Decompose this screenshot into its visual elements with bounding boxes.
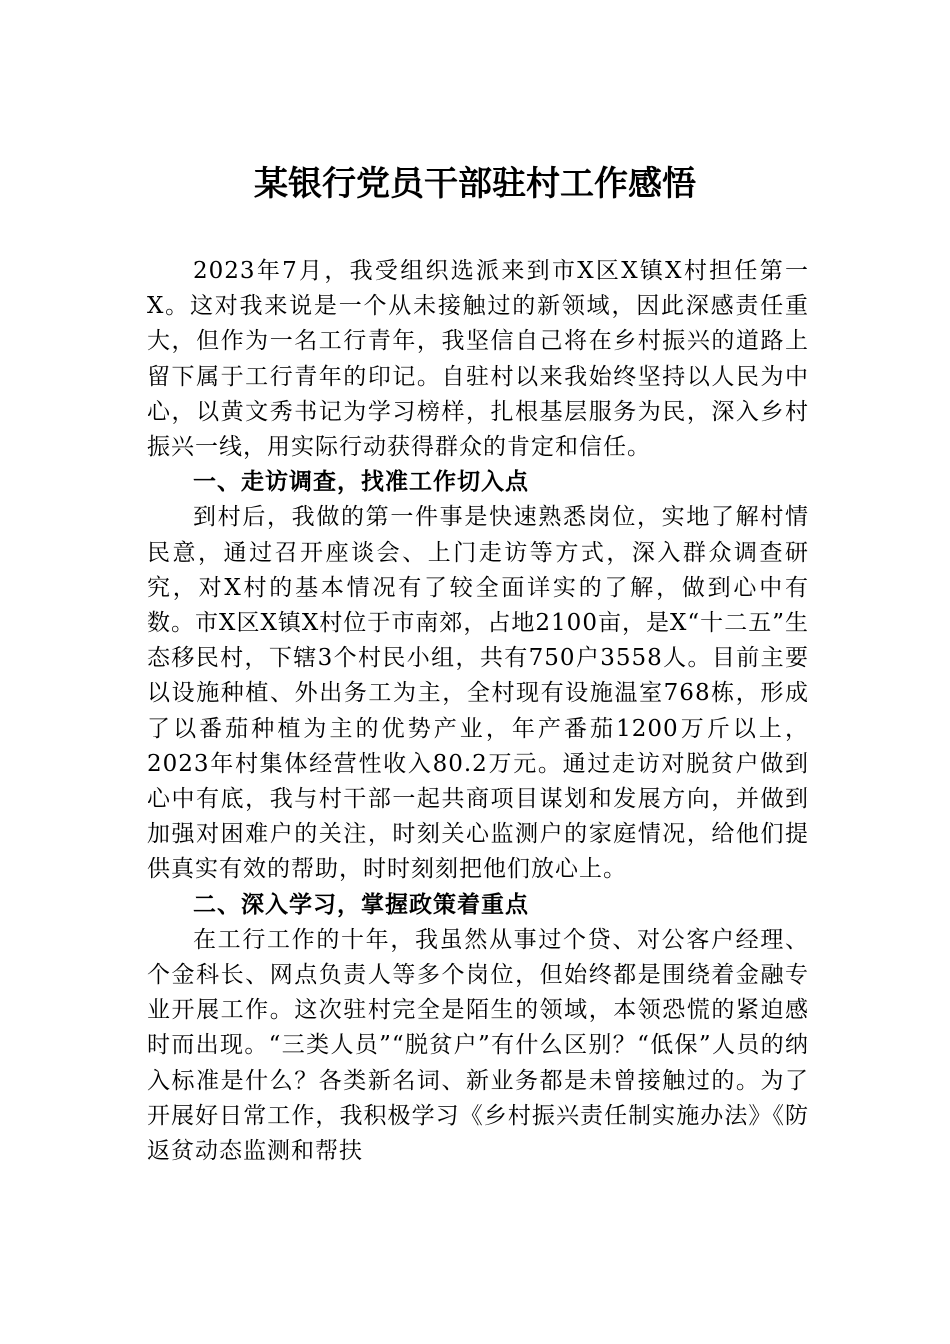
paragraph-section-1: 到村后，我做的第一件事是快速熟悉岗位，实地了解村情民意，通过召开座谈会、上门走访等方式，深入群众调查研究，对X村的基本情况有了较全面详实的了解，做到心中有数。市X区X镇X村位于市南郊，占地2100亩，是X“十二五”生态移民村，下辖3个村民小组，共有750户3558人。目前主要以设施种植、外出务工为主，全村现有设施温室768栋，形成了以番茄种植为主的优势产业，年产番茄1200万斤以上，2023年村集体经营性收入80.2万元。通过走访对脱贫户做到心中有底，我与村干部一起共商项目谋划和发展方向，并做到加强对困难户的关注，时刻关心监测户的家庭情况，给他们提供真实有效的帮助，时时刻刻把他们放心上。 — [147, 504, 809, 883]
document-title: 某银行党员干部驻村工作感悟 — [254, 164, 696, 204]
section-heading-2: 二、深入学习，掌握政策着重点 — [193, 891, 529, 918]
section-heading-1: 一、走访调查，找准工作切入点 — [193, 469, 529, 496]
document-body — [147, 254, 809, 1169]
paragraph-intro: 2023年7月，我受组织选派来到市X区X镇X村担任第一X。这对我来说是一个从未接触过的新领域，因此深感责任重大，但作为一名工行青年，我坚信自己将在乡村振兴的道路上留下属于工行青年的印记。自驻村以来我始终坚持以人民为中心，以黄文秀书记为学习榜样，扎根基层服务为民，深入乡村振兴一线，用实际行动获得群众的肯定和信任。 — [147, 258, 809, 461]
paragraph-section-2: 在工行工作的十年，我虽然从事过个贷、对公客户经理、个金科长、网点负责人等多个岗位，但始终都是围绕着金融专业开展工作。这次驻村完全是陌生的领域，本领恐慌的紧迫感时而出现。“三类人员”“脱贫户”有什么区别？“低保”人员的纳入标准是什么？各类新名词、新业务都是未曾接触过的。为了开展好日常工作，我积极学习《乡村振兴责任制实施办法》《防返贫动态监测和帮扶 — [147, 926, 809, 1165]
